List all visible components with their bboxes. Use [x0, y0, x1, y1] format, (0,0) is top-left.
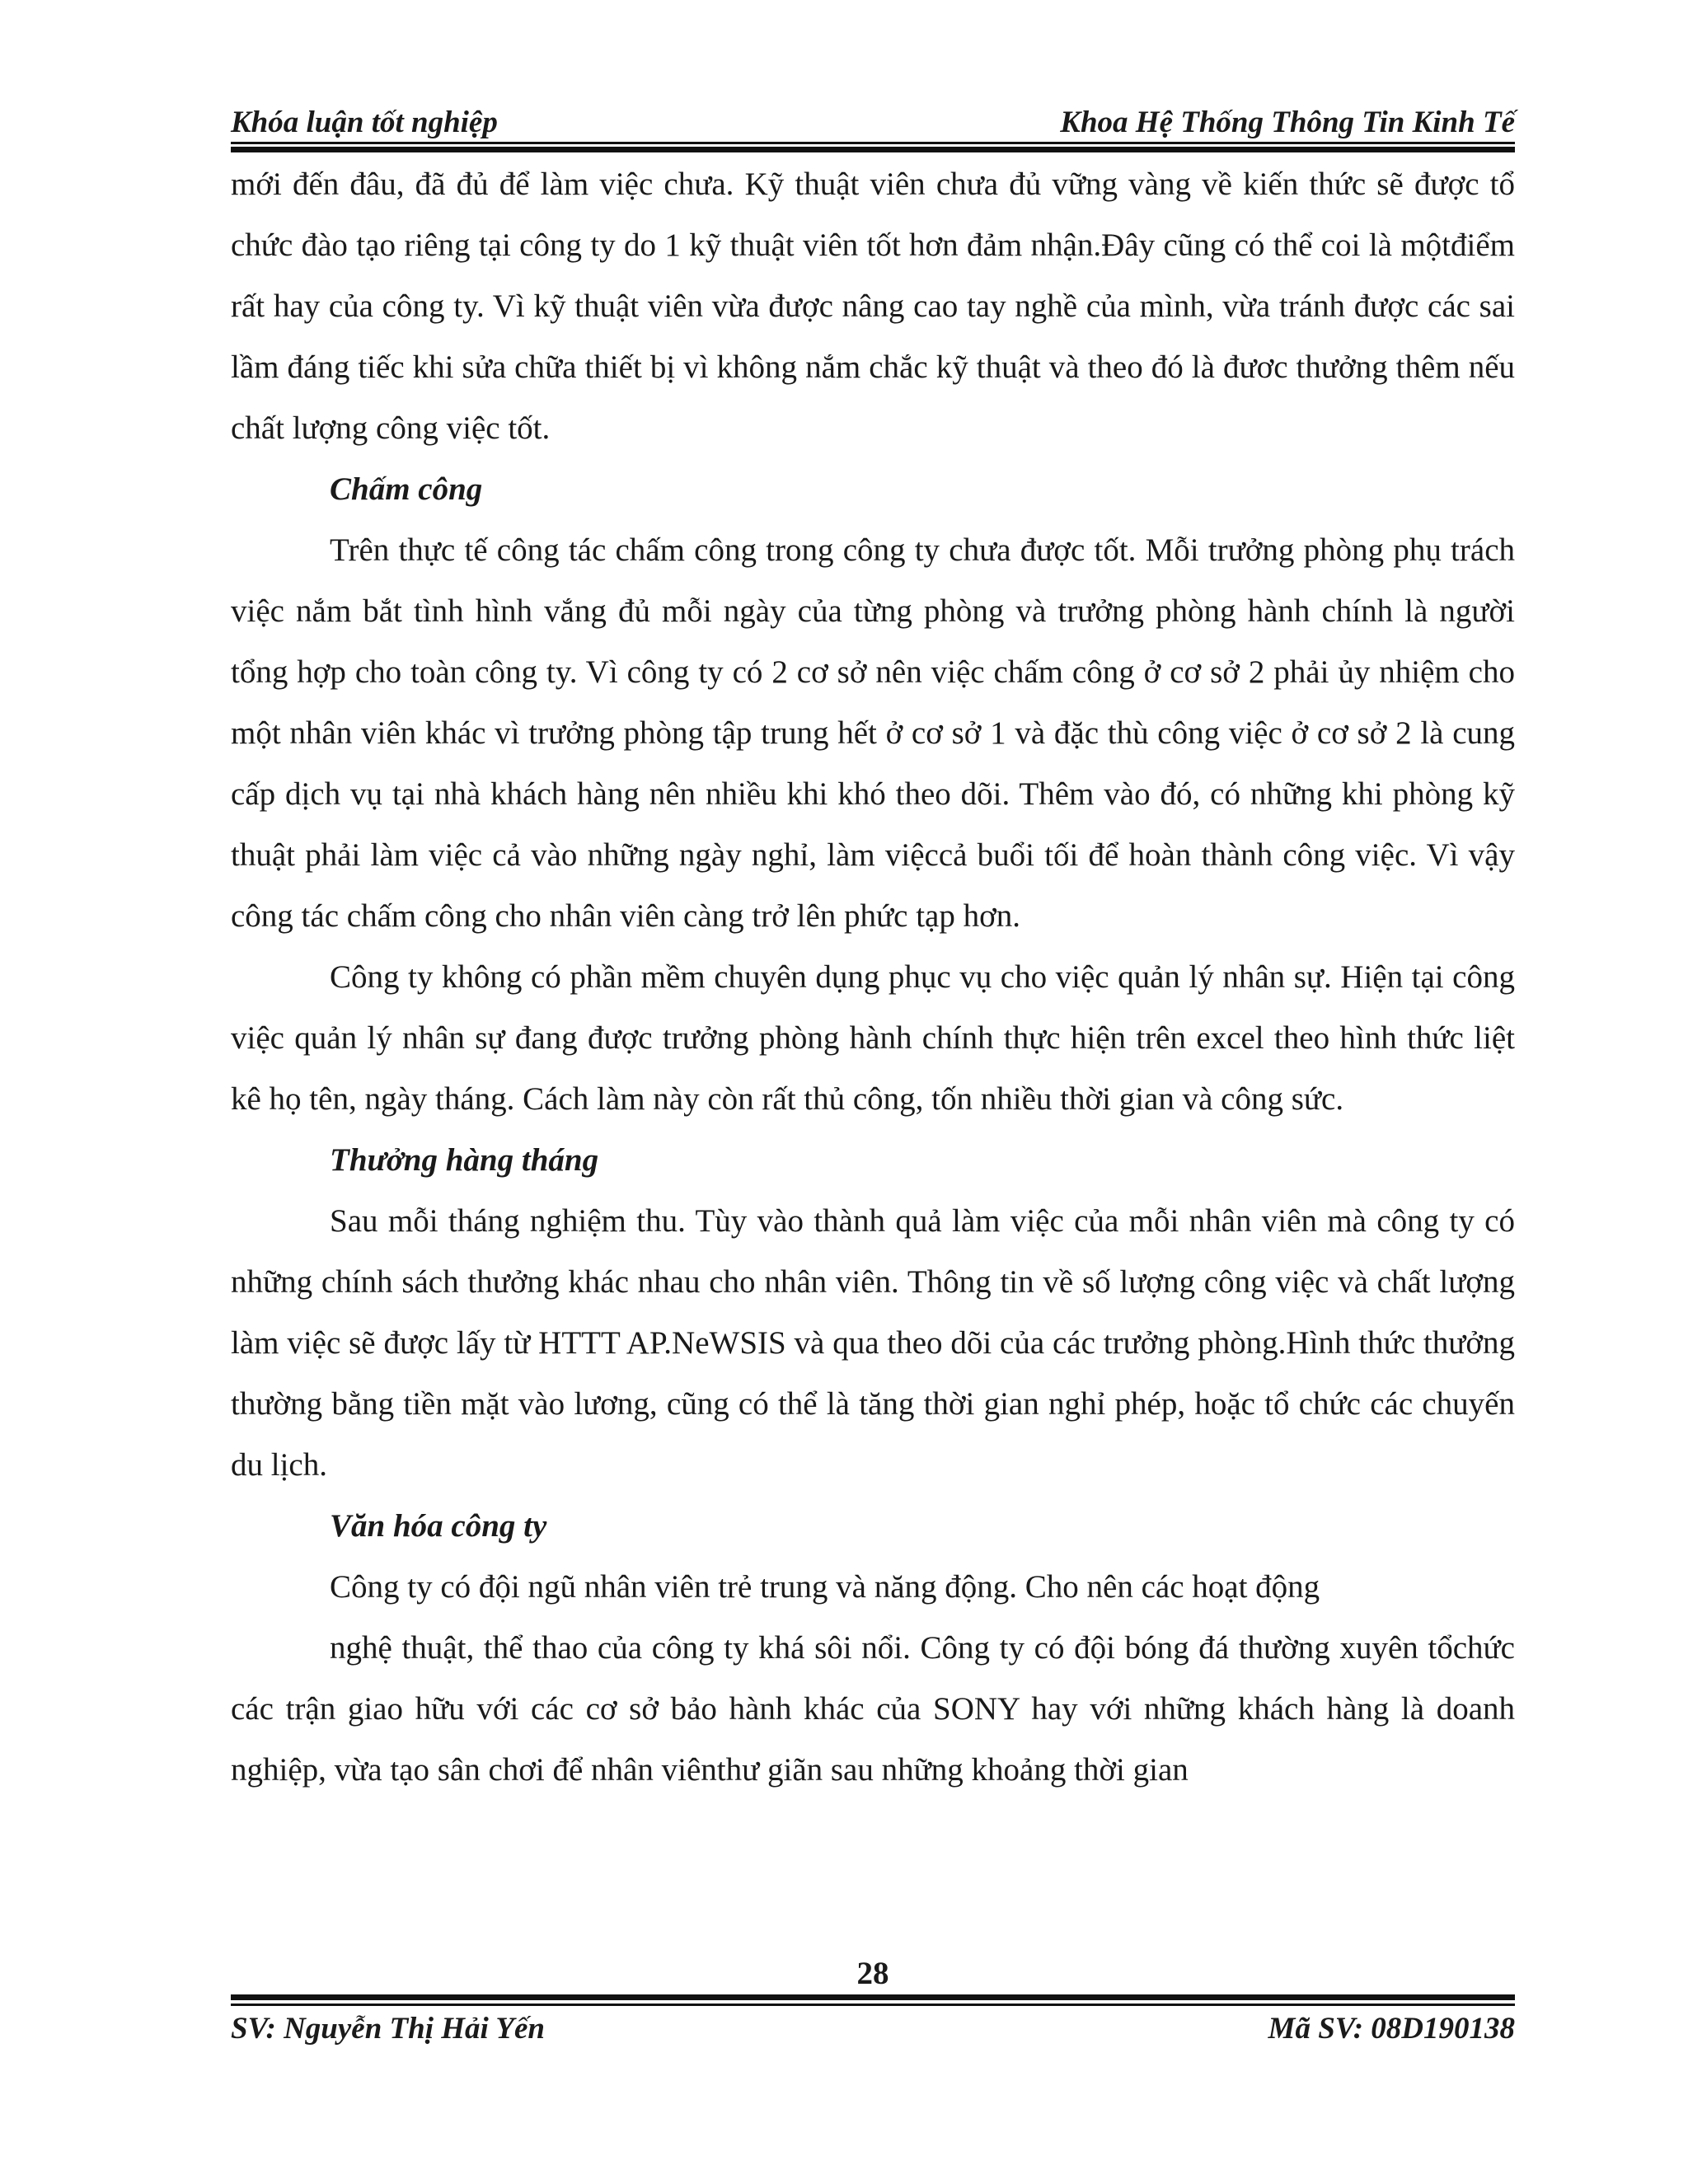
paragraph: nghệ thuật, thể thao của công ty khá sôi nổi. Công ty có đội bóng đá thường xuyên tổchức các trận giao hữu với các cơ sở bảo hành khác của SONY hay với những khách hàng là doanh nghiệp, vừa tạo sân chơi để nhân viênthư giãn sau những khoảng thời gian — [231, 1630, 1515, 1788]
footer-student-id: Mã SV: 08D190138 — [1268, 2012, 1515, 2046]
header-left: Khóa luận tốt nghiệp — [231, 105, 498, 139]
paragraph: Công ty có đội ngũ nhân viên trẻ trung và năng động. Cho nên các hoạt động — [330, 1569, 1320, 1605]
footer-student-name: SV: Nguyễn Thị Hải Yến — [231, 2012, 546, 2046]
header-rule-thick — [231, 147, 1515, 152]
page-footer — [231, 2011, 1515, 2046]
paragraph: Trên thực tế công tác chấm công trong công ty chưa được tốt. Mỗi trưởng phòng phụ trách việc nắm bắt tình hình vắng đủ mỗi ngày của từng phòng và trưởng phòng hành chính là người tổng hợp cho toàn công ty. Vì công ty có 2 cơ sở nên việc chấm công ở cơ sở 2 phải ủy nhiệm cho một nhân viên khác vì trưởng phòng tập trung hết ở cơ sở 1 và đặc thù công việc ở cơ sở 2 là cung cấp dịch vụ tại nhà khách hàng nên nhiều khi khó theo dõi. Thêm vào đó, có những khi phòng kỹ thuật phải làm việc cả vào những ngày nghỉ, làm việccả buổi tối để hoàn thành công việc. Vì vậy công tác chấm công cho nhân viên càng trở lên phức tạp hơn. — [231, 532, 1515, 934]
footer-rule-thick — [231, 1994, 1515, 2000]
section-heading-thuong-hang-thang: Thưởng hàng tháng — [330, 1142, 599, 1178]
section-heading-van-hoa-cong-ty: Văn hóa công ty — [330, 1508, 547, 1544]
paragraph: Công ty không có phần mềm chuyên dụng phục vụ cho việc quản lý nhân sự. Hiện tại công việc quản lý nhân sự đang được trưởng phòng hành chính thực hiện trên excel theo hình thức liệt kê họ tên, ngày tháng. Cách làm này còn rất thủ công, tốn nhiều thời gian và công sức. — [231, 959, 1515, 1117]
paragraph: Sau mỗi tháng nghiệm thu. Tùy vào thành quả làm việc của mỗi nhân viên mà công ty có những chính sách thưởng khác nhau cho nhân viên. Thông tin về số lượng công việc và chất lượng làm việc sẽ được lấy từ HTTT AP.NeWSIS và qua theo dõi của các trưởng phòng.Hình thức thưởng thường bằng tiền mặt vào lương, cũng có thể là tăng thời gian nghỉ phép, hoặc tổ chức các chuyến du lịch. — [231, 1203, 1515, 1483]
section-heading-cham-cong: Chấm công — [330, 471, 483, 507]
page-number: 28 — [856, 1956, 889, 1991]
header-rule-thin — [231, 142, 1515, 144]
body-text — [231, 154, 1515, 1801]
paragraph: mới đến đâu, đã đủ để làm việc chưa. Kỹ thuật viên chưa đủ vững vàng về kiến thức sẽ được tổ chức đào tạo riêng tại công ty do 1 kỹ thuật viên tốt hơn đảm nhận.Đây cũng có thể coi là mộtđiểm rất hay của công ty. Vì kỹ thuật viên vừa được nâng cao tay nghề của mình, vừa tránh được các sai lầm đáng tiếc khi sửa chữa thiết bị vì không nắm chắc kỹ thuật và theo đó là đươc thưởng thêm nếu chất lượng công việc tốt. — [231, 166, 1515, 446]
header-right: Khoa Hệ Thống Thông Tin Kinh Tế — [1060, 105, 1515, 139]
footer-rule-thin — [231, 2004, 1515, 2006]
page-header — [231, 97, 1515, 140]
